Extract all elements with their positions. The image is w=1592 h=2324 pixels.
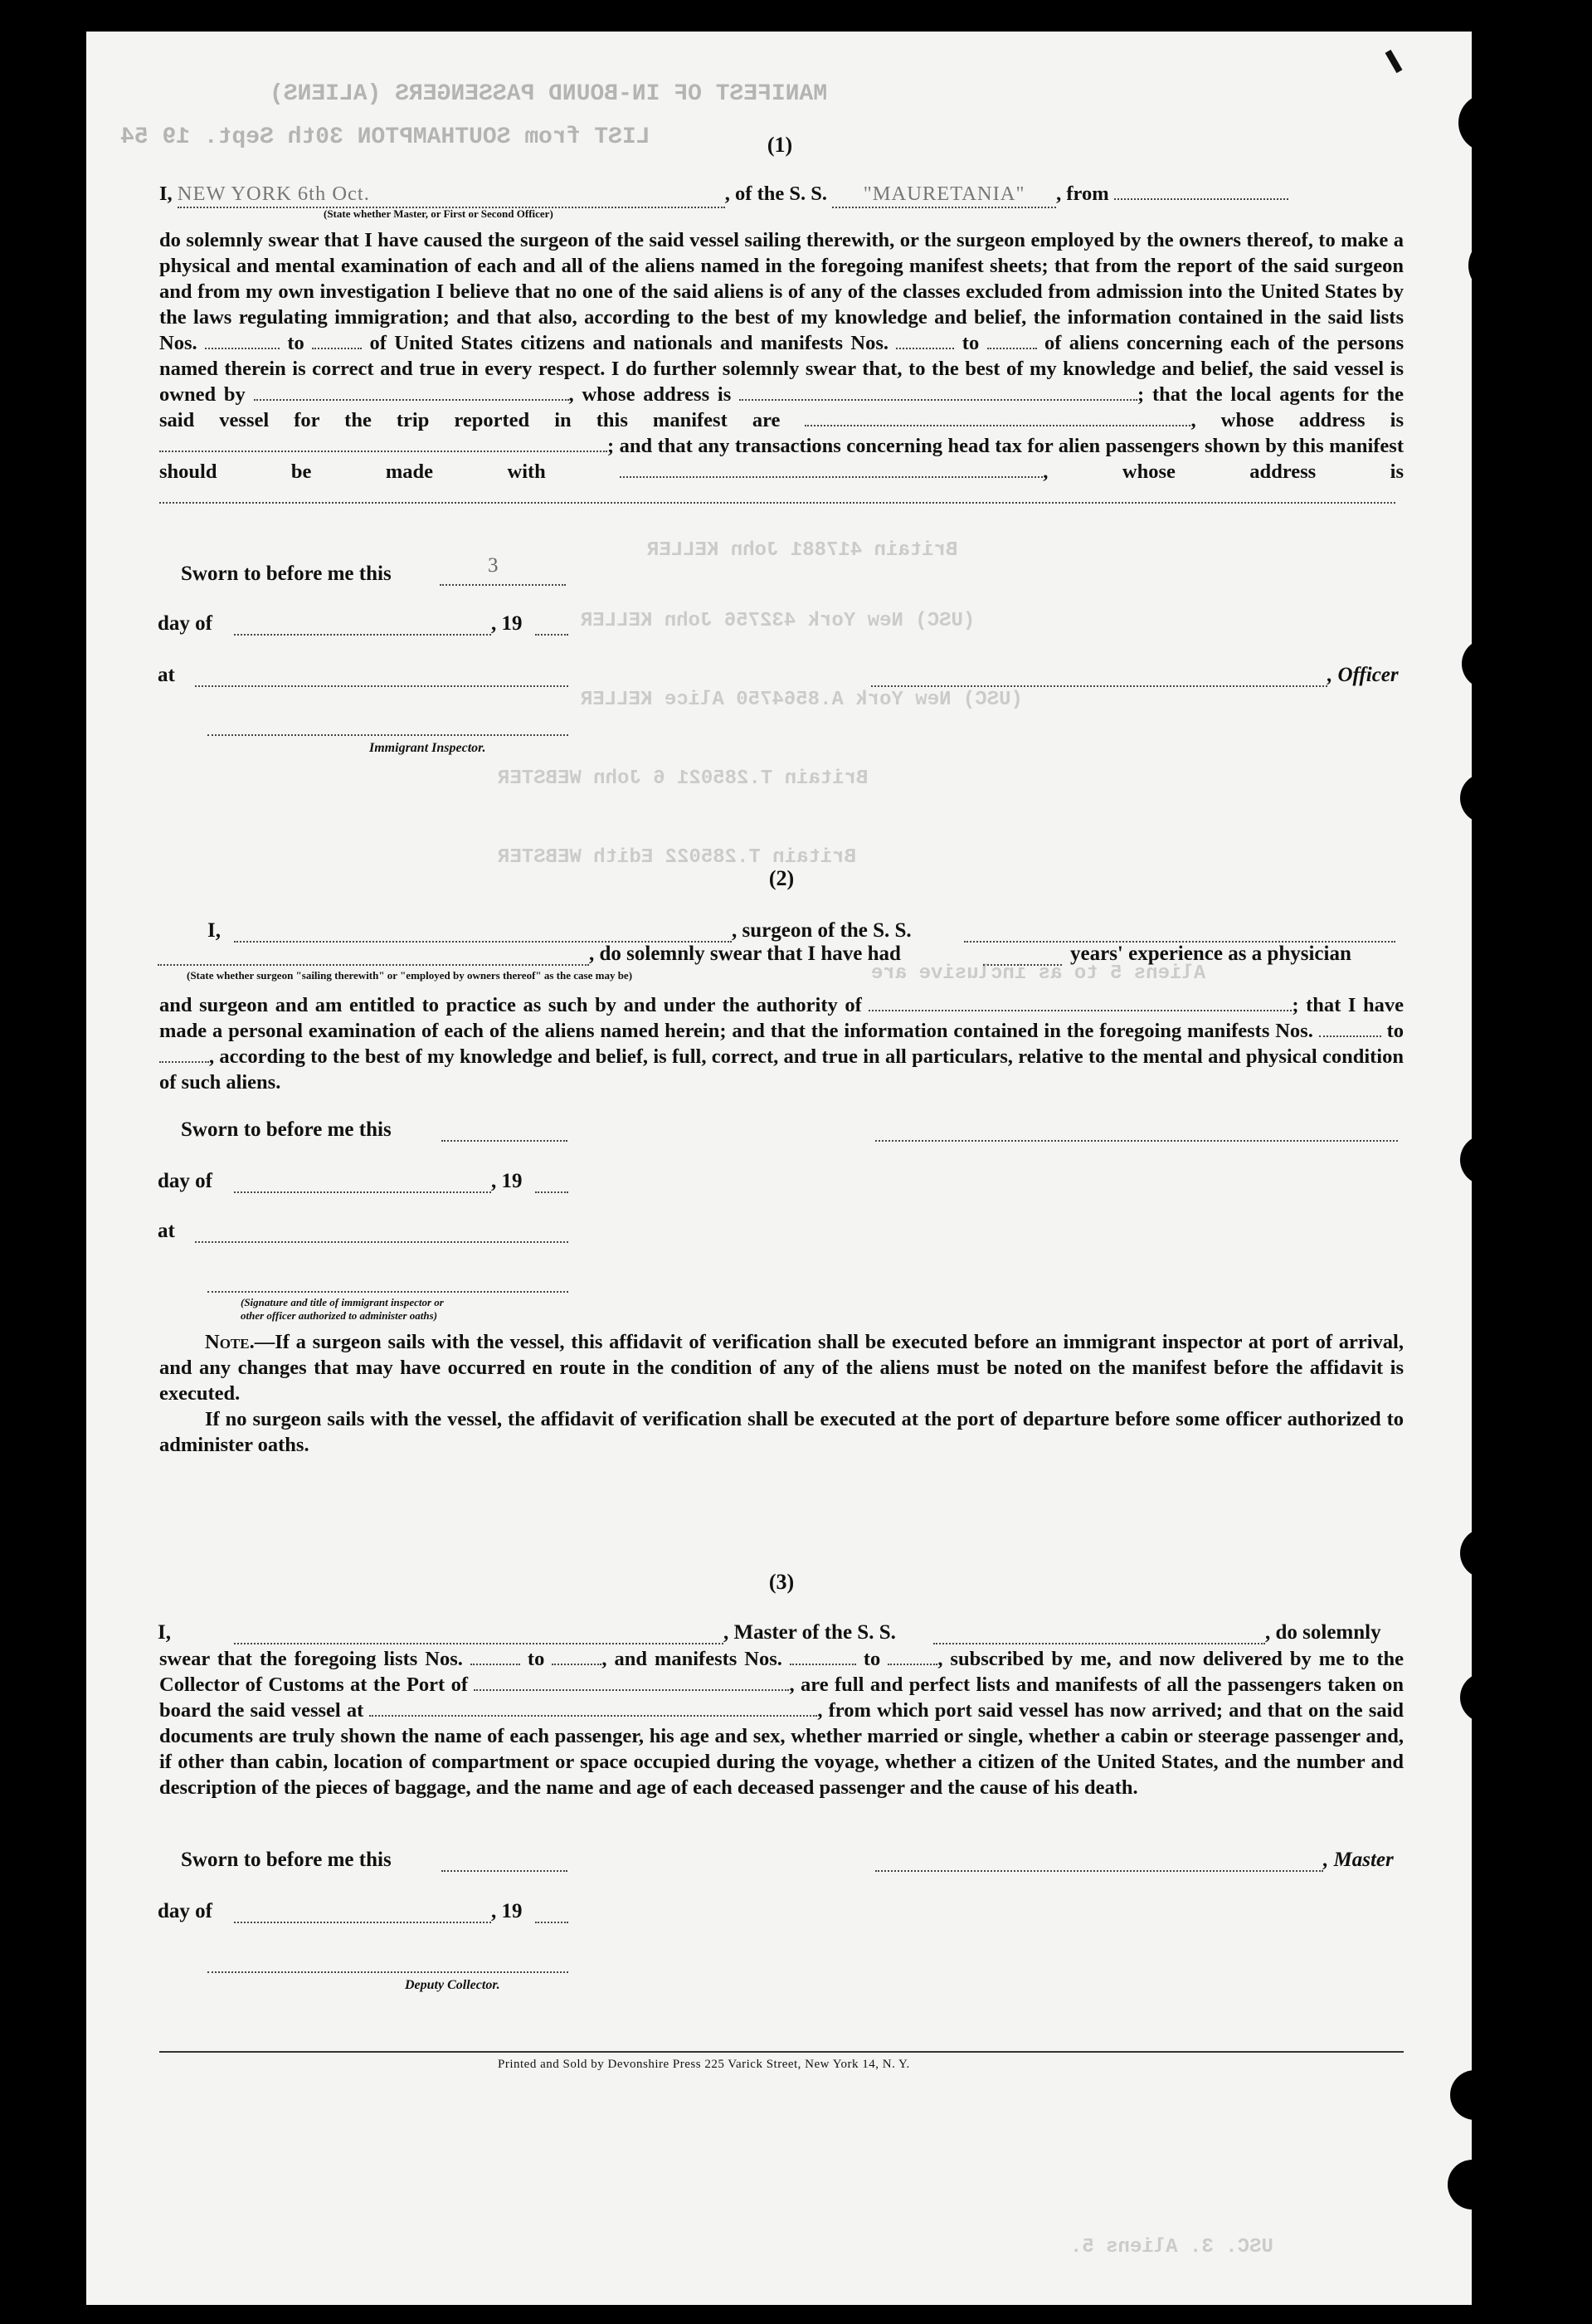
- section-2-caption-1: (Signature and title of immigrant inspector or: [241, 1296, 444, 1308]
- punch-hole: [1462, 639, 1512, 689]
- section-3-year-label: , 19: [491, 1900, 523, 1922]
- section-2-sailing-line[interactable]: [158, 964, 589, 966]
- section-1-day-of-line[interactable]: [234, 634, 491, 636]
- section-1-filled: NEW YORK 6th Oct.: [178, 181, 725, 208]
- section-1-year-line[interactable]: [535, 634, 568, 636]
- section-3-master-label: , Master: [1323, 1849, 1394, 1871]
- section-1-ship: "MAURETANIA": [832, 181, 1056, 208]
- section-2-day-of-line[interactable]: [234, 1191, 491, 1193]
- section-1-of-ss: , of the S. S.: [724, 183, 827, 205]
- section-1-from: , from: [1056, 183, 1109, 205]
- section-2-years-line[interactable]: [983, 964, 1062, 966]
- section-3-sworn-line[interactable]: [441, 1870, 567, 1872]
- section-1-year-label: , 19: [491, 612, 523, 635]
- section-3-master-of: , Master of the S. S.: [723, 1621, 896, 1644]
- punch-hole: [1460, 1135, 1510, 1185]
- section-2-swear: , do solemnly swear that I have had: [589, 943, 901, 965]
- section-1-day-of-label: day of: [158, 612, 212, 635]
- section-1-sworn-value: 3: [488, 554, 499, 577]
- section-1-i: I,: [159, 183, 173, 205]
- section-1-sub-caption: (State whether Master, or First or Second Officer): [324, 207, 553, 220]
- section-1-officer-line[interactable]: [871, 685, 1327, 687]
- section-2-caption-2: other officer authorized to administer oaths): [241, 1309, 438, 1322]
- section-2-number: (2): [768, 866, 795, 890]
- section-3-name-line[interactable]: [234, 1643, 723, 1644]
- punch-hole: [1450, 2070, 1500, 2120]
- section-3-master-line[interactable]: [875, 1870, 1323, 1872]
- punch-hole: [1460, 1528, 1510, 1578]
- ghost-row: USC. 3. Aliens 5.: [1070, 2236, 1273, 2258]
- section-1-sworn-line[interactable]: [440, 584, 566, 586]
- section-3-day-of-label: day of: [158, 1900, 212, 1922]
- ghost-row: (USC) New York A.8564750 Alice KELLER: [581, 689, 1023, 711]
- section-2-note: Note.—If a surgeon sails with the vessel, this affidavit of verification shall be executed before an immigrant inspector at port of arrival, and any changes that may have occurred en route in the condition of any of the aliens must be noted on the manifest before the affidavit is executed. If no surgeon sails with the vessel, the affidavit of verification shall be executed at the port of departure before some officer authorized to administer oaths.: [159, 1331, 1404, 1456]
- section-3-sworn-label: Sworn to before me this: [181, 1849, 392, 1871]
- section-1-inspector-line[interactable]: [207, 734, 568, 736]
- section-2-sworn-line[interactable]: [441, 1140, 567, 1142]
- ghost-row: Britain T.285021 6 John WEBSTER: [498, 767, 869, 790]
- section-1-inspector-caption: Immigrant Inspector.: [369, 741, 486, 755]
- section-2-inspector-line[interactable]: [207, 1291, 568, 1293]
- ghost-row: Britain T.285022 Edith WEBSTER: [498, 846, 857, 869]
- section-3-year-line[interactable]: [535, 1922, 568, 1923]
- section-1-number: (1): [767, 133, 793, 157]
- section-2-years-exp: years' experience as a physician: [1070, 943, 1351, 965]
- section-3-do-solemnly: , do solemnly: [1265, 1621, 1381, 1644]
- punch-hole: [1448, 2160, 1497, 2210]
- section-3-collector-line[interactable]: [207, 1971, 568, 1973]
- footer-rule: [159, 2051, 1404, 2053]
- ghost-row: (USC) New York 432756 John KELLER: [581, 610, 976, 632]
- section-2-signature-line[interactable]: [875, 1140, 1398, 1142]
- section-2-surgeon-of: , surgeon of the S. S.: [732, 919, 912, 942]
- section-2-at-line[interactable]: [195, 1241, 568, 1243]
- section-1-sworn-label: Sworn to before me this: [181, 563, 392, 585]
- ghost-header-1: MANIFEST OF IN-BOUND PASSENGERS (ALIENS): [270, 81, 828, 107]
- section-2-i: I,: [207, 919, 221, 942]
- section-2-body: and surgeon and am entitled to practice as such by and under the authority of ; that I have made a personal examination of each of the aliens named herein; and that the information contained in the foregoing manifests Nos. to , according to the best of my knowledge and belief, is full, correct, and true in all particulars, relative to the mental and physical condition of such aliens.: [159, 994, 1404, 1094]
- section-3-number: (3): [768, 1570, 795, 1594]
- section-3-collector-caption: Deputy Collector.: [405, 1978, 500, 1992]
- ghost-row: Aliens 5 to as inclusive are: [871, 962, 1206, 985]
- punch-hole: [1460, 773, 1510, 823]
- section-1-at-label: at: [158, 664, 175, 686]
- section-3-body: swear that the foregoing lists Nos. to , and manifests Nos. to , subscribed by me, and now delivered by me to the Collector of Customs at the Port of , are full and perfect lists and manifests of all the passengers taken on board the said vessel at , from which port said vessel has now arrived; and that on the said documents are truly shown the name of each passenger, his age and sex, whether married or single, whether a cabin or steerage passenger and, if other than cabin, location of compartment or space occupied during the voyage, whether a citizen of the United States, and the number and description of the pieces of baggage, and the name and age of each deceased passenger and the cause of his death.: [159, 1648, 1405, 1799]
- ghost-row: Britain 417881 John KELLER: [647, 539, 958, 562]
- section-3-day-of-line[interactable]: [234, 1922, 491, 1923]
- section-1-officer-label: , Officer: [1327, 664, 1399, 686]
- section-3-ship-line[interactable]: [933, 1643, 1265, 1644]
- printer-imprint: Printed and Sold by Devonshire Press 225 Varick Street, New York 14, N. Y.: [498, 2058, 910, 2071]
- punch-hole: [1458, 94, 1517, 152]
- section-3-i: I,: [158, 1621, 171, 1644]
- section-2-sworn-label: Sworn to before me this: [181, 1118, 392, 1141]
- section-1-body: do solemnly swear that I have caused the surgeon of the said vessel sailing therewith, or the surgeon employed by the owners thereof, to make a physical and mental examination of each and all of the aliens named in the foregoing manifest sheets; that from the report of the said surgeon and from my own investigation I believe that no one of the said aliens is of any of the classes excluded from admission into the United States by the laws regulating immigration; and that also, according to the best of my knowledge and belief, the information contained in the said lists Nos. to of United States citizens and nationals and manifests Nos. to of aliens concerning each of the persons named therein is correct and true in every respect. I do further solemnly swear that, to the best of my knowledge and belief, the said vessel is owned by , whose address is ; that the local agents for the said vessel for the trip reported in this manifest are , whose address is ; and that any transactions concerning head tax for alien passengers shown by this manifest should be made with , whose address is: [159, 227, 1404, 510]
- punch-hole: [1475, 260, 1533, 318]
- section-2-sub-caption: (State whether surgeon "sailing therewith" or "employed by owners thereof" as the case may be): [187, 969, 633, 982]
- section-2-day-of-label: day of: [158, 1170, 212, 1192]
- section-2-year-line[interactable]: [535, 1191, 568, 1193]
- ghost-header-2: LIST from SOUTHAMPTON 30th Sept. 19 54: [120, 124, 650, 150]
- punch-hole: [1460, 1673, 1510, 1722]
- section-1-opening-line: [159, 181, 1404, 208]
- section-2-at-label: at: [158, 1220, 175, 1242]
- section-2-year-label: , 19: [491, 1170, 523, 1192]
- section-1-at-line[interactable]: [195, 685, 568, 687]
